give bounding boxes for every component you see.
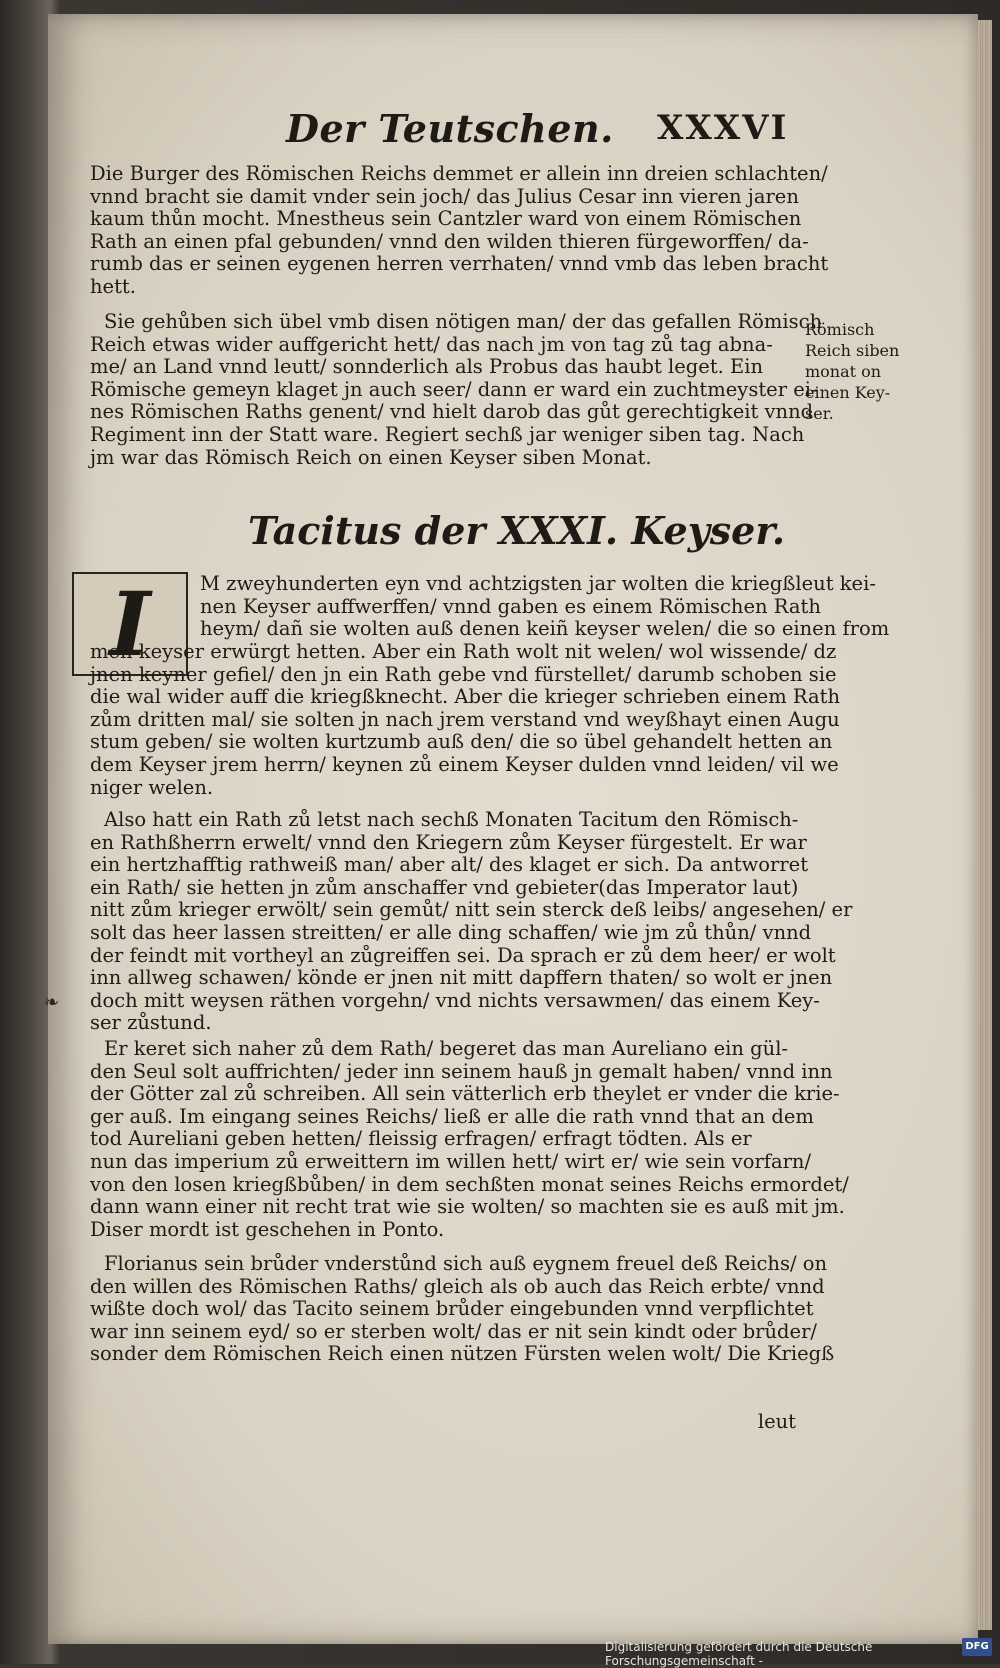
text-line: der Götter zal zů schreiben. All sein vätterlich erb theylet er vnder die krie-: [90, 1082, 840, 1106]
text-line: solt das heer lassen streitten/ er alle ding schaffen/ wie jm zů thůn/ vnnd: [90, 921, 812, 944]
text-line: die wal wider auff die kriegßknecht. Aber die krieger schrieben einem Rath: [90, 685, 841, 709]
text-line: Er keret sich naher zů dem Rath/ begeret das man Aureliano ein gül-: [104, 1037, 789, 1060]
text-line: M zweyhunderten eyn vnd achtzigsten jar wolten die kriegßleut kei-: [200, 572, 876, 595]
text-line: Rath an einen pfal gebunden/ vnnd den wilden thieren fürgeworffen/ da-: [90, 229, 809, 253]
text-line: dann wann einer nit recht trat wie sie wolten/ so machten sie es auß mit jm.: [90, 1195, 845, 1219]
text-line: ser zůstund.: [90, 1011, 212, 1035]
text-line: von den losen kriegßbůben/ in dem sechßten monat seines Reichs ermordet/: [90, 1172, 849, 1196]
folio-number: XXXVI: [657, 108, 789, 148]
text-line: Reich etwas wider auffgericht hett/ das nach jm von tag zů tag abna-: [90, 332, 773, 356]
chapter-title: Tacitus der XXXI. Keyser.: [248, 508, 786, 553]
text-line: en Rathßherrn erwelt/ vnnd den Kriegern zům Keyser fürgestelt. Er war: [90, 830, 807, 854]
text-line: den Seul solt auffrichten/ jeder inn seinem hauß jn gemalt haben/ vnnd inn: [90, 1059, 833, 1083]
text-line: ger auß. Im eingang seines Reichs/ ließ er alle die rath vnnd that an dem: [90, 1104, 814, 1128]
text-line: jm war das Römisch Reich on einen Keyser siben Monat.: [90, 445, 652, 469]
text-line: rumb das er seinen eygenen herren verrhaten/ vnnd vmb das leben bracht: [90, 252, 829, 276]
text-line: me/ an Land vnnd leutt/ sonnderlich als Probus das haubt leget. Ein: [90, 355, 764, 379]
text-line: dem Keyser jrem herrn/ keynen zů einem Keyser dulden vnnd leiden/ vil we: [90, 753, 839, 776]
text-line: Regiment inn der Statt ware. Regiert sechß jar weniger siben tag. Nach: [90, 423, 805, 446]
text-line: jnen keyner gefiel/ den jn ein Rath gebe vnd fürstellet/ darumb schoben sie: [90, 662, 837, 686]
text-line: Florianus sein brůder vnderstůnd sich auß eygnem freuel deß Reichs/ on: [104, 1252, 828, 1275]
marginal-note-line: einen Key-: [805, 383, 891, 402]
text-line: wißte doch wol/ das Tacito seinem brůder eingebunden vnnd verpflichtet: [90, 1297, 814, 1321]
dfg-logo: DFG: [962, 1638, 992, 1656]
marginal-note-line: monat on: [805, 362, 882, 381]
text-line: nitt zům krieger erwölt/ sein gemůt/ nitt sein sterck deß leibs/ angesehen/ er: [90, 898, 853, 922]
marginal-note-line: Reich siben: [805, 341, 900, 360]
marginal-note-line: Römisch: [805, 320, 875, 339]
text-line: ein hertzhafftig rathweiß man/ aber alt/ des klaget er sich. Da antworret: [90, 853, 809, 877]
text-line: der feindt mit vortheyl an zůgreiffen sei. Da sprach er zů dem heer/ er wolt: [90, 943, 836, 967]
text-line: doch mitt weysen räthen vorgehn/ vnd nichts versawmen/ das einem Key-: [90, 988, 820, 1012]
text-line: men keyser erwürgt hetten. Aber ein Rath wolt nit welen/ wol wissende/ dz: [90, 640, 837, 663]
initial-letter: I: [109, 572, 151, 676]
marginal-mark: ❧: [44, 992, 60, 1013]
text-line: war inn seinem eyd/ so er sterben wolt/ das er nit sein kindt oder brůder/: [90, 1319, 817, 1343]
text-line: zům dritten mal/ sie solten jn nach jrem verstand vnd weyßhayt einen Augu: [90, 707, 840, 731]
text-line: Römische gemeyn klaget jn auch seer/ dann er ward ein zuchtmeyster ei-: [90, 377, 818, 401]
text-line: nen Keyser auffwerffen/ vnnd gaben es einem Römischen Rath: [200, 594, 821, 618]
text-line: nes Römischen Raths genent/ vnd hielt darob das gůt gerechtigkeit vnnd: [90, 400, 814, 424]
digitization-credit: Digitalisierung gefördert durch die Deutsche Forschungsgemeinschaft -: [605, 1640, 873, 1668]
text-line: den willen des Römischen Raths/ gleich als ob auch das Reich erbte/ vnnd: [90, 1274, 825, 1298]
text-line: inn allweg schawen/ könde er jnen nit mitt dapffern thaten/ so wolt er jnen: [90, 966, 833, 990]
text-line: heym/ dañ sie wolten auß denen keiñ keyser welen/ die so einen from: [200, 617, 890, 641]
text-line: Sie gehůben sich übel vmb disen nötigen man/ der das gefallen Römisch: [104, 310, 823, 333]
text-line: Die Burger des Römischen Reichs demmet er allein inn dreien schlachten/: [90, 162, 828, 185]
text-line: Also hatt ein Rath zů letst nach sechß Monaten Tacitum den Römisch-: [104, 808, 799, 831]
catchword: leut: [757, 1410, 796, 1433]
marginal-note-line: ser.: [805, 404, 834, 423]
text-line: kaum thůn mocht. Mnestheus sein Cantzler ward von einem Römischen: [90, 207, 802, 231]
text-line: sonder dem Römischen Reich einen nützen Fürsten welen wolt/ Die Kriegß: [90, 1342, 835, 1366]
text-line: nun das imperium zů erweittern im willen hett/ wirt er/ wie sein vorfarn/: [90, 1150, 812, 1173]
text-line: hett.: [90, 275, 136, 298]
text-line: Diser mordt ist geschehen in Ponto.: [90, 1217, 445, 1241]
text-line: tod Aureliani geben hetten/ fleissig erfragen/ erfragt tödten. Als er: [90, 1127, 752, 1151]
text-line: ein Rath/ sie hetten jn zům anschaffer vnd gebieter(das Imperator laut): [90, 875, 799, 899]
text-line: vnnd bracht sie damit vnder sein joch/ das Julius Cesar inn vieren jaren: [90, 184, 799, 208]
running-head: Der Teutschen.: [286, 106, 614, 151]
text-line: niger welen.: [90, 775, 214, 799]
text-line: stum geben/ sie wolten kurtzumb auß den/ die so übel gehandelt hetten an: [90, 730, 833, 754]
